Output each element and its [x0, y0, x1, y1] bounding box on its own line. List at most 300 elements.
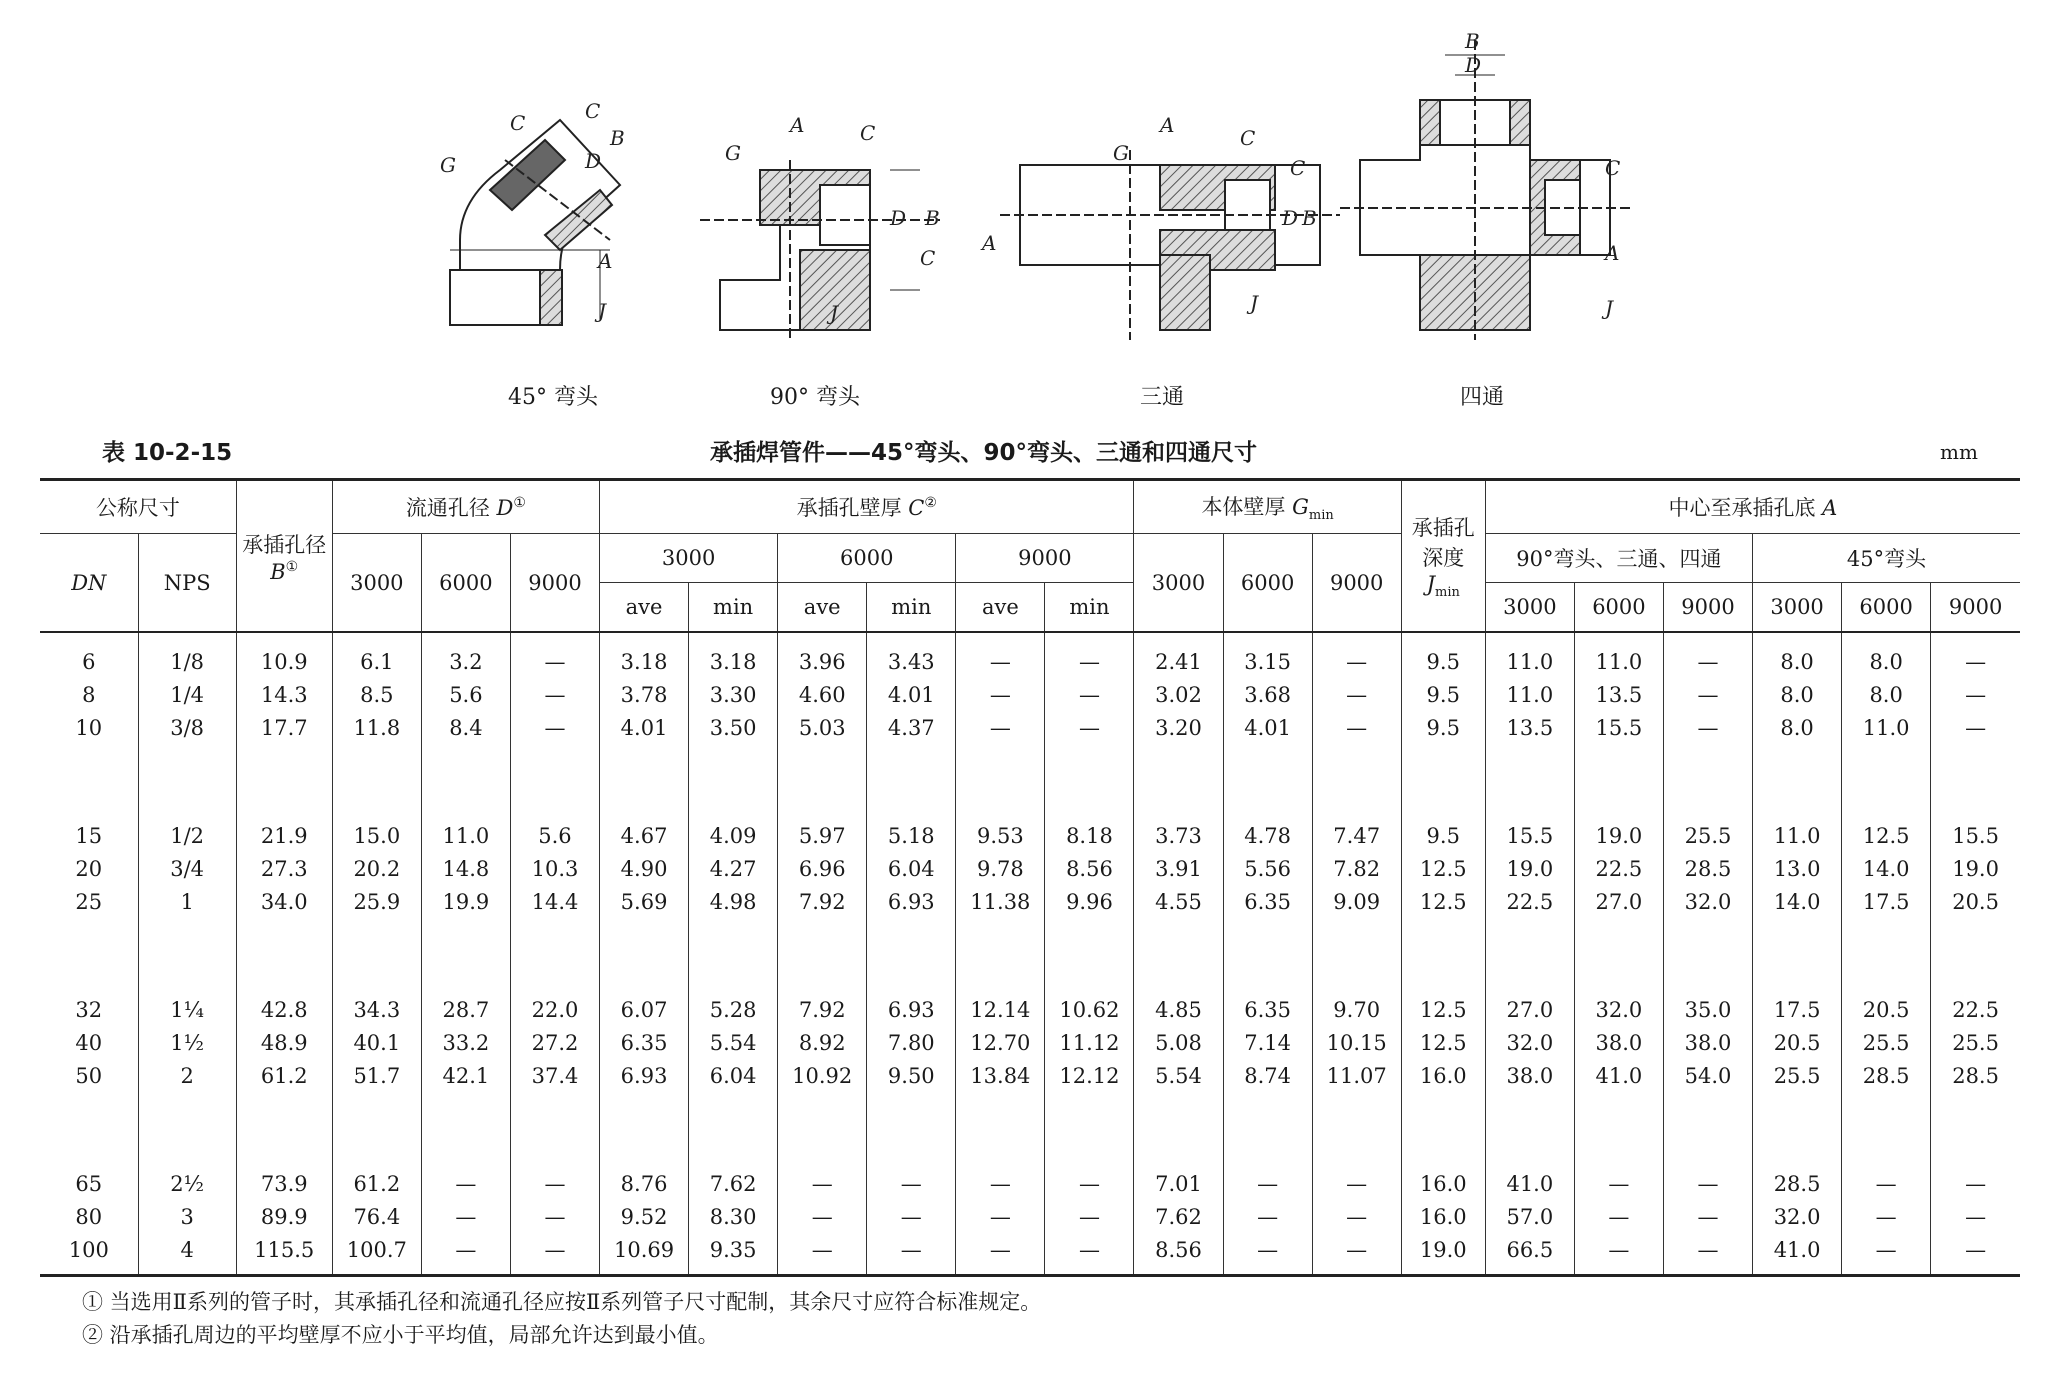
table-cell: 22.0: [510, 993, 599, 1026]
table-cell: 5.08: [1134, 1026, 1223, 1059]
spacer-cell: [421, 744, 510, 819]
hdr-dn-text: DN: [71, 570, 107, 595]
spacer-cell: [332, 744, 421, 819]
table-cell: 25: [40, 885, 138, 918]
hdr-c90-9000: 9000: [1663, 583, 1752, 633]
spacer-cell: [40, 744, 138, 819]
hdr-socket-wall-text: 承插孔壁厚: [796, 496, 902, 520]
table-cell: 3.20: [1134, 711, 1223, 744]
unit-label: mm: [1940, 440, 1978, 464]
table-head: [40, 480, 2020, 633]
spacer-cell: [138, 1092, 236, 1167]
table-cell: 5.69: [600, 885, 689, 918]
table-cell: 9.50: [867, 1059, 956, 1092]
hdr-wall-3000: 3000: [600, 534, 778, 583]
table-cell: 32: [40, 993, 138, 1026]
table-cell: 25.5: [1931, 1026, 2020, 1059]
table-cell: 6.35: [600, 1026, 689, 1059]
table-cell: 10.92: [778, 1059, 867, 1092]
table-cell: 6.93: [867, 885, 956, 918]
table-cell: 28.5: [1663, 852, 1752, 885]
table-cell: 28.5: [1842, 1059, 1931, 1092]
table-cell: 19.0: [1931, 852, 2020, 885]
spacer-cell: [1312, 1092, 1401, 1167]
table-cell: 11.12: [1045, 1026, 1134, 1059]
spacer-cell: [600, 744, 689, 819]
table-row: [40, 1059, 2020, 1092]
spacer-cell: [510, 744, 599, 819]
table-cell: 89.9: [236, 1200, 332, 1233]
hdr-flow-bore: [332, 480, 599, 534]
table-row: [40, 1026, 2020, 1059]
table-cell: 100: [40, 1233, 138, 1276]
table-cell: 25.5: [1663, 819, 1752, 852]
table-cell: 6.93: [600, 1059, 689, 1092]
table-cell: 48.9: [236, 1026, 332, 1059]
table-cell: 80: [40, 1200, 138, 1233]
table-cell: —: [778, 1233, 867, 1276]
table-cell: 41.0: [1485, 1167, 1574, 1200]
table-cell: 14.0: [1842, 852, 1931, 885]
spacer-cell: [1931, 1092, 2020, 1167]
elbow-90-drawing: [700, 113, 940, 340]
table-cell: 16.0: [1401, 1200, 1485, 1233]
spacer-cell: [236, 918, 332, 993]
table-cell: —: [421, 1200, 510, 1233]
spacer-cell: [40, 918, 138, 993]
table-cell: 4.55: [1134, 885, 1223, 918]
table-cell: 9.70: [1312, 993, 1401, 1026]
table-cell: 10.62: [1045, 993, 1134, 1026]
table-cell: 3.2: [421, 632, 510, 678]
table-cell: —: [510, 1200, 599, 1233]
table-cell: —: [1045, 1200, 1134, 1233]
table-cell: 17.5: [1753, 993, 1842, 1026]
spacer-cell: [236, 1092, 332, 1167]
hdr-center-45: 45°弯头: [1753, 534, 2020, 583]
table-cell: 13.0: [1753, 852, 1842, 885]
hdr-min: min: [689, 583, 778, 633]
table-cell: 20.2: [332, 852, 421, 885]
table-cell: 8.0: [1842, 632, 1931, 678]
table-cell: 8.30: [689, 1200, 778, 1233]
table-cell: —: [867, 1233, 956, 1276]
table-cell: 9.09: [1312, 885, 1401, 918]
table-cell: 33.2: [421, 1026, 510, 1059]
hdr-nominal: 公称尺寸: [40, 480, 236, 534]
table-cell: —: [1312, 632, 1401, 678]
table-cell: 10.3: [510, 852, 599, 885]
svg-text:C: C: [1290, 156, 1306, 180]
table-cell: 4.01: [867, 678, 956, 711]
table-cell: 3.78: [600, 678, 689, 711]
table-cell: 5.54: [689, 1026, 778, 1059]
table-cell: 20.5: [1842, 993, 1931, 1026]
table-cell: 8.76: [600, 1167, 689, 1200]
table-cell: 9.5: [1401, 632, 1485, 678]
table-cell: 38.0: [1485, 1059, 1574, 1092]
hdr-socket-bore: [236, 480, 332, 633]
table-cell: —: [1931, 678, 2020, 711]
table-cell: —: [956, 678, 1045, 711]
table-cell: 9.52: [600, 1200, 689, 1233]
table-cell: 4: [138, 1233, 236, 1276]
table-cell: 3.18: [600, 632, 689, 678]
table-cell: 8.56: [1134, 1233, 1223, 1276]
table-cell: 27.2: [510, 1026, 599, 1059]
hdr-flow-3000: 3000: [332, 534, 421, 633]
hdr-center-text: 中心至承插孔底: [1668, 496, 1816, 520]
table-cell: —: [1663, 711, 1752, 744]
table-cell: 8.18: [1045, 819, 1134, 852]
hdr-min: min: [867, 583, 956, 633]
table-cell: 11.0: [1485, 632, 1574, 678]
table-cell: 32.0: [1753, 1200, 1842, 1233]
spacer-cell: [1842, 744, 1931, 819]
table-cell: 28.5: [1753, 1167, 1842, 1200]
table-cell: 34.3: [332, 993, 421, 1026]
table-cell: —: [1931, 711, 2020, 744]
table-cell: —: [956, 1233, 1045, 1276]
caption-cross: 四通: [1460, 385, 1505, 410]
table-cell: 5.6: [421, 678, 510, 711]
spacer-cell: [1045, 918, 1134, 993]
table-cell: —: [1931, 1200, 2020, 1233]
table-cell: 65: [40, 1167, 138, 1200]
table-cell: 61.2: [236, 1059, 332, 1092]
table-row: [40, 678, 2020, 711]
table-cell: 4.67: [600, 819, 689, 852]
table-cell: 14.0: [1753, 885, 1842, 918]
table-cell: —: [956, 711, 1045, 744]
table-cell: 22.5: [1931, 993, 2020, 1026]
table-cell: 8.0: [1753, 632, 1842, 678]
hdr-flow-9000: 9000: [510, 534, 599, 633]
table-cell: —: [778, 1167, 867, 1200]
table-cell: —: [1931, 632, 2020, 678]
table-cell: 15: [40, 819, 138, 852]
spacer-cell: [778, 744, 867, 819]
hdr-center: [1485, 480, 2020, 534]
fitting-drawings-svg: [0, 0, 2051, 420]
svg-text:J: J: [830, 301, 839, 325]
hdr-ave: ave: [778, 583, 867, 633]
spacer-cell: [1842, 1092, 1931, 1167]
table-cell: 22.5: [1485, 885, 1574, 918]
table-row: [40, 1233, 2020, 1276]
spacer-cell: [1753, 918, 1842, 993]
table-cell: 12.5: [1401, 1026, 1485, 1059]
hdr-c45-6000: 6000: [1842, 583, 1931, 633]
table-body: [40, 632, 2020, 1276]
hdr-body-wall-sym: G: [1292, 494, 1309, 519]
footnote-1: ① 当选用Ⅱ系列的管子时，其承插孔径和流通孔径应按Ⅱ系列管子尺寸配制，其余尺寸应符合标准规定。: [82, 1290, 1042, 1314]
table-cell: 3/8: [138, 711, 236, 744]
footnotes: [82, 1286, 1041, 1352]
table-cell: 9.5: [1401, 711, 1485, 744]
table-cell: 7.80: [867, 1026, 956, 1059]
table-cell: 3.15: [1223, 632, 1312, 678]
table-cell: 15.0: [332, 819, 421, 852]
svg-text:D: D: [1282, 206, 1299, 230]
elbow-45-drawing: [440, 99, 625, 325]
table-cell: 40: [40, 1026, 138, 1059]
table-cell: 13.5: [1485, 711, 1574, 744]
table-cell: 9.53: [956, 819, 1045, 852]
table-cell: 73.9: [236, 1167, 332, 1200]
table-cell: 27.0: [1574, 885, 1663, 918]
group-spacer: [40, 1092, 2020, 1167]
table-cell: 57.0: [1485, 1200, 1574, 1233]
spacer-cell: [1663, 1092, 1752, 1167]
table-cell: —: [1663, 1167, 1752, 1200]
fitting-drawings: [0, 0, 2051, 420]
hdr-c90-6000: 6000: [1574, 583, 1663, 633]
hdr-depth-sym: J: [1426, 571, 1436, 596]
spacer-cell: [867, 918, 956, 993]
table-cell: —: [1045, 632, 1134, 678]
table-cell: 12.14: [956, 993, 1045, 1026]
hdr-c45-9000: 9000: [1931, 583, 2020, 633]
hdr-socket-bore-sym: B: [270, 559, 286, 584]
svg-text:G: G: [725, 141, 741, 165]
table-cell: 6.07: [600, 993, 689, 1026]
table-cell: 25.5: [1842, 1026, 1931, 1059]
hdr-body-3000: 3000: [1134, 534, 1223, 633]
svg-text:B: B: [1302, 206, 1317, 230]
table-cell: 1/2: [138, 819, 236, 852]
table-cell: 19.0: [1485, 852, 1574, 885]
table-cell: 6.96: [778, 852, 867, 885]
table-cell: 16.0: [1401, 1167, 1485, 1200]
table-cell: 19.0: [1574, 819, 1663, 852]
table-cell: 13.84: [956, 1059, 1045, 1092]
table-cell: 8.0: [1753, 678, 1842, 711]
hdr-body-6000: 6000: [1223, 534, 1312, 633]
table-cell: 11.8: [332, 711, 421, 744]
hdr-body-wall: [1134, 480, 1401, 534]
spacer-cell: [1134, 918, 1223, 993]
table-row: [40, 1167, 2020, 1200]
table-cell: 4.09: [689, 819, 778, 852]
spacer-cell: [778, 918, 867, 993]
table-cell: 3.02: [1134, 678, 1223, 711]
spacer-cell: [1842, 918, 1931, 993]
spacer-cell: [332, 918, 421, 993]
spacer-cell: [867, 1092, 956, 1167]
table-cell: 11.0: [1842, 711, 1931, 744]
table-cell: 28.7: [421, 993, 510, 1026]
table-cell: 3.30: [689, 678, 778, 711]
table-cell: 115.5: [236, 1233, 332, 1276]
hdr-c90-3000: 3000: [1485, 583, 1574, 633]
spacer-cell: [1485, 918, 1574, 993]
table-cell: —: [1842, 1167, 1931, 1200]
caption-tee: 三通: [1140, 385, 1185, 410]
hdr-flow-bore-sym: D: [496, 496, 514, 520]
svg-text:G: G: [1113, 141, 1129, 165]
spacer-cell: [1663, 744, 1752, 819]
table-cell: 14.8: [421, 852, 510, 885]
table-cell: —: [1663, 1200, 1752, 1233]
svg-text:C: C: [920, 246, 936, 270]
table-cell: 38.0: [1574, 1026, 1663, 1059]
table-cell: 13.5: [1574, 678, 1663, 711]
table-cell: 5.03: [778, 711, 867, 744]
table-cell: 7.47: [1312, 819, 1401, 852]
svg-text:B: B: [925, 206, 940, 230]
table-cell: 4.90: [600, 852, 689, 885]
spacer-cell: [1312, 744, 1401, 819]
table-cell: —: [1931, 1167, 2020, 1200]
table-cell: 20.5: [1753, 1026, 1842, 1059]
table-cell: —: [1045, 1167, 1134, 1200]
table-cell: 8.0: [1753, 711, 1842, 744]
table-cell: 7.92: [778, 885, 867, 918]
svg-text:C: C: [1605, 156, 1621, 180]
table-cell: 8.5: [332, 678, 421, 711]
note1-mark: ①: [285, 558, 299, 575]
table-cell: 5.18: [867, 819, 956, 852]
svg-text:C: C: [860, 121, 876, 145]
table-cell: 7.92: [778, 993, 867, 1026]
dimension-table: [40, 478, 2020, 1277]
table-cell: 9.78: [956, 852, 1045, 885]
spacer-cell: [1931, 918, 2020, 993]
table-cell: 3.91: [1134, 852, 1223, 885]
spacer-cell: [1045, 744, 1134, 819]
spacer-cell: [1223, 744, 1312, 819]
table-row: [40, 885, 2020, 918]
spacer-cell: [1401, 918, 1485, 993]
table-cell: 12.5: [1401, 852, 1485, 885]
table-row: [40, 993, 2020, 1026]
spacer-cell: [1574, 1092, 1663, 1167]
table-cell: —: [510, 711, 599, 744]
table-cell: —: [1574, 1167, 1663, 1200]
spacer-cell: [1045, 1092, 1134, 1167]
spacer-cell: [332, 1092, 421, 1167]
table-row: [40, 852, 2020, 885]
table-cell: —: [1223, 1167, 1312, 1200]
table-cell: 7.62: [1134, 1200, 1223, 1233]
table-cell: —: [1312, 1200, 1401, 1233]
spacer-cell: [689, 1092, 778, 1167]
spacer-cell: [600, 1092, 689, 1167]
table-cell: 20.5: [1931, 885, 2020, 918]
hdr-center-90: 90°弯头、三通、四通: [1485, 534, 1752, 583]
table-cell: 2.41: [1134, 632, 1223, 678]
table-cell: —: [421, 1233, 510, 1276]
table-cell: 9.35: [689, 1233, 778, 1276]
table-cell: —: [1663, 1233, 1752, 1276]
table-cell: 14.4: [510, 885, 599, 918]
table-cell: 12.12: [1045, 1059, 1134, 1092]
table-cell: 3.73: [1134, 819, 1223, 852]
table-cell: 4.78: [1223, 819, 1312, 852]
table-cell: —: [1842, 1233, 1931, 1276]
svg-text:A: A: [982, 231, 997, 255]
table-cell: 20: [40, 852, 138, 885]
spacer-cell: [956, 744, 1045, 819]
svg-text:D: D: [1465, 53, 1482, 77]
spacer-cell: [956, 918, 1045, 993]
table-cell: —: [1045, 1233, 1134, 1276]
table-cell: 3: [138, 1200, 236, 1233]
table-cell: 3.96: [778, 632, 867, 678]
hdr-ave: ave: [600, 583, 689, 633]
spacer-cell: [1223, 918, 1312, 993]
table-cell: 76.4: [332, 1200, 421, 1233]
table-row: [40, 819, 2020, 852]
table-cell: 6.1: [332, 632, 421, 678]
table-cell: 3.68: [1223, 678, 1312, 711]
svg-text:C: C: [585, 99, 601, 123]
table-row: [40, 632, 2020, 678]
table-cell: 4.01: [1223, 711, 1312, 744]
hdr-flow-bore-text: 流通孔径: [405, 496, 490, 520]
table-cell: 1½: [138, 1026, 236, 1059]
table-cell: 11.0: [421, 819, 510, 852]
table-cell: —: [1312, 1167, 1401, 1200]
table-cell: 6.04: [689, 1059, 778, 1092]
table-cell: 17.7: [236, 711, 332, 744]
spacer-cell: [867, 744, 956, 819]
table-cell: 6.93: [867, 993, 956, 1026]
table-cell: 4.98: [689, 885, 778, 918]
spacer-cell: [510, 918, 599, 993]
hdr-socket-wall-sym: C: [908, 496, 925, 520]
svg-text:D: D: [890, 206, 907, 230]
hdr-wall-9000: 9000: [956, 534, 1134, 583]
table-cell: 1/8: [138, 632, 236, 678]
hdr-body-wall-sub: min: [1308, 508, 1334, 524]
table-cell: 32.0: [1485, 1026, 1574, 1059]
group-spacer: [40, 918, 2020, 993]
table-cell: 11.0: [1485, 678, 1574, 711]
table-cell: 7.62: [689, 1167, 778, 1200]
footnote-2: ② 沿承插孔周边的平均壁厚不应小于平均值，局部允许达到最小值。: [82, 1323, 719, 1347]
table-cell: —: [1223, 1200, 1312, 1233]
table-cell: 38.0: [1663, 1026, 1752, 1059]
table-cell: 10.15: [1312, 1026, 1401, 1059]
table-header-row: [40, 434, 2020, 470]
table-cell: 28.5: [1931, 1059, 2020, 1092]
table-cell: 27.3: [236, 852, 332, 885]
table-cell: —: [510, 1167, 599, 1200]
table-cell: 9.5: [1401, 819, 1485, 852]
table-cell: 7.01: [1134, 1167, 1223, 1200]
table-cell: 5.56: [1223, 852, 1312, 885]
table-cell: 3/4: [138, 852, 236, 885]
table-cell: —: [956, 1200, 1045, 1233]
table-cell: 12.5: [1401, 885, 1485, 918]
table-number: 表 10-2-15: [102, 440, 233, 466]
table-cell: 32.0: [1574, 993, 1663, 1026]
svg-text:A: A: [598, 249, 613, 273]
spacer-cell: [40, 1092, 138, 1167]
table-cell: 8.92: [778, 1026, 867, 1059]
table-cell: 9.5: [1401, 678, 1485, 711]
table-cell: 15.5: [1574, 711, 1663, 744]
table-cell: 10.9: [236, 632, 332, 678]
spacer-cell: [1574, 744, 1663, 819]
spacer-cell: [1223, 1092, 1312, 1167]
hdr-min: min: [1045, 583, 1134, 633]
svg-text:A: A: [1605, 241, 1620, 265]
table-cell: 5.97: [778, 819, 867, 852]
hdr-dn: [40, 534, 138, 633]
